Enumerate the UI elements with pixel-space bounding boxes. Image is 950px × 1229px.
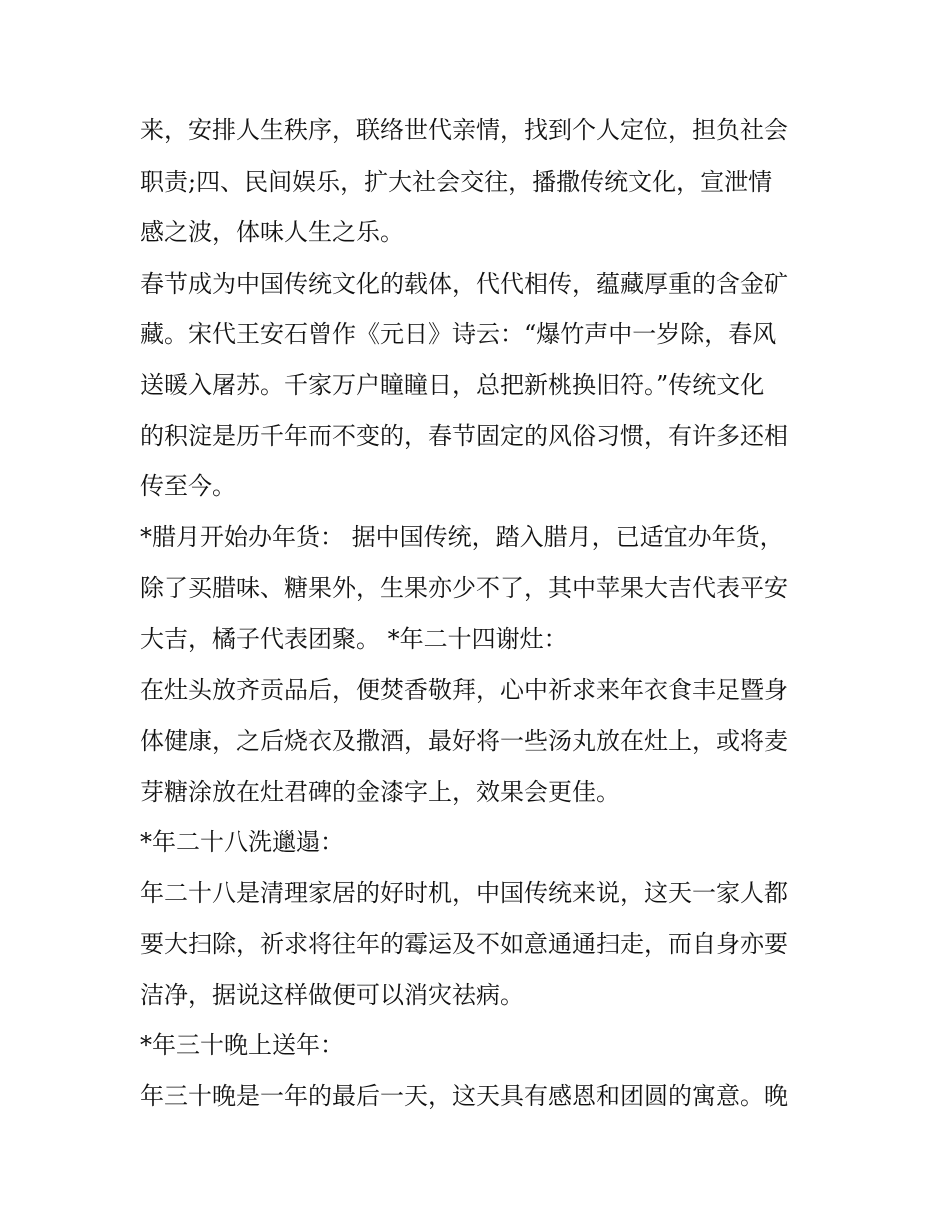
text-line: 职责;四、民间娱乐，扩大社会交往，播撒传统文化，宣泄情 <box>140 168 773 196</box>
text-line: 送暖入屠苏。千家万户瞳瞳日，总把新桃换旧符。”传统文化 <box>140 371 765 399</box>
text-line: 春节成为中国传统文化的载体，代代相传，蕴藏厚重的含金矿 <box>140 270 788 298</box>
text-line: 在灶头放齐贡品后，便焚香敬拜，心中祈求来年衣食丰足暨身 <box>140 676 788 704</box>
text-line: 藏。宋代王安石曾作《元日》诗云：“爆竹声中一岁除，春风 <box>140 320 777 348</box>
text-line: 洁净，据说这样做便可以消灾祛病。 <box>140 981 524 1009</box>
text-line: 年三十晚是一年的最后一天，这天具有感恩和团圆的寓意。晚 <box>140 1082 788 1110</box>
text-line: 感之波，体味人生之乐。 <box>140 218 404 246</box>
text-line: 大吉，橘子代表团聚。 *年二十四谢灶： <box>140 625 568 653</box>
text-line: 除了买腊味、糖果外，生果亦少不了，其中苹果大吉代表平安 <box>140 574 788 602</box>
text-line: 要大扫除，祈求将往年的霉运及不如意通通扫走，而自身亦要 <box>140 930 788 958</box>
text-line: 年二十八是清理家居的好时机，中国传统来说，这天一家人都 <box>140 879 788 907</box>
text-line: 传至今。 <box>140 472 236 500</box>
text-line: 来，安排人生秩序，联络世代亲情，找到个人定位，担负社会 <box>140 116 788 144</box>
text-line: 体健康，之后烧衣及撒酒，最好将一些汤丸放在灶上，或将麦 <box>140 727 788 755</box>
text-line: *年二十八洗邋遢： <box>140 828 344 856</box>
text-line: *腊月开始办年货： 据中国传统，踏入腊月，已适宜办年货， <box>140 523 784 551</box>
text-line: *年三十晚上送年： <box>140 1031 344 1059</box>
text-line: 芽糖涂放在灶君碑的金漆字上，效果会更佳。 <box>140 778 620 806</box>
text-line: 的积淀是历千年而不变的，春节固定的风俗习惯，有许多还相 <box>140 422 788 450</box>
